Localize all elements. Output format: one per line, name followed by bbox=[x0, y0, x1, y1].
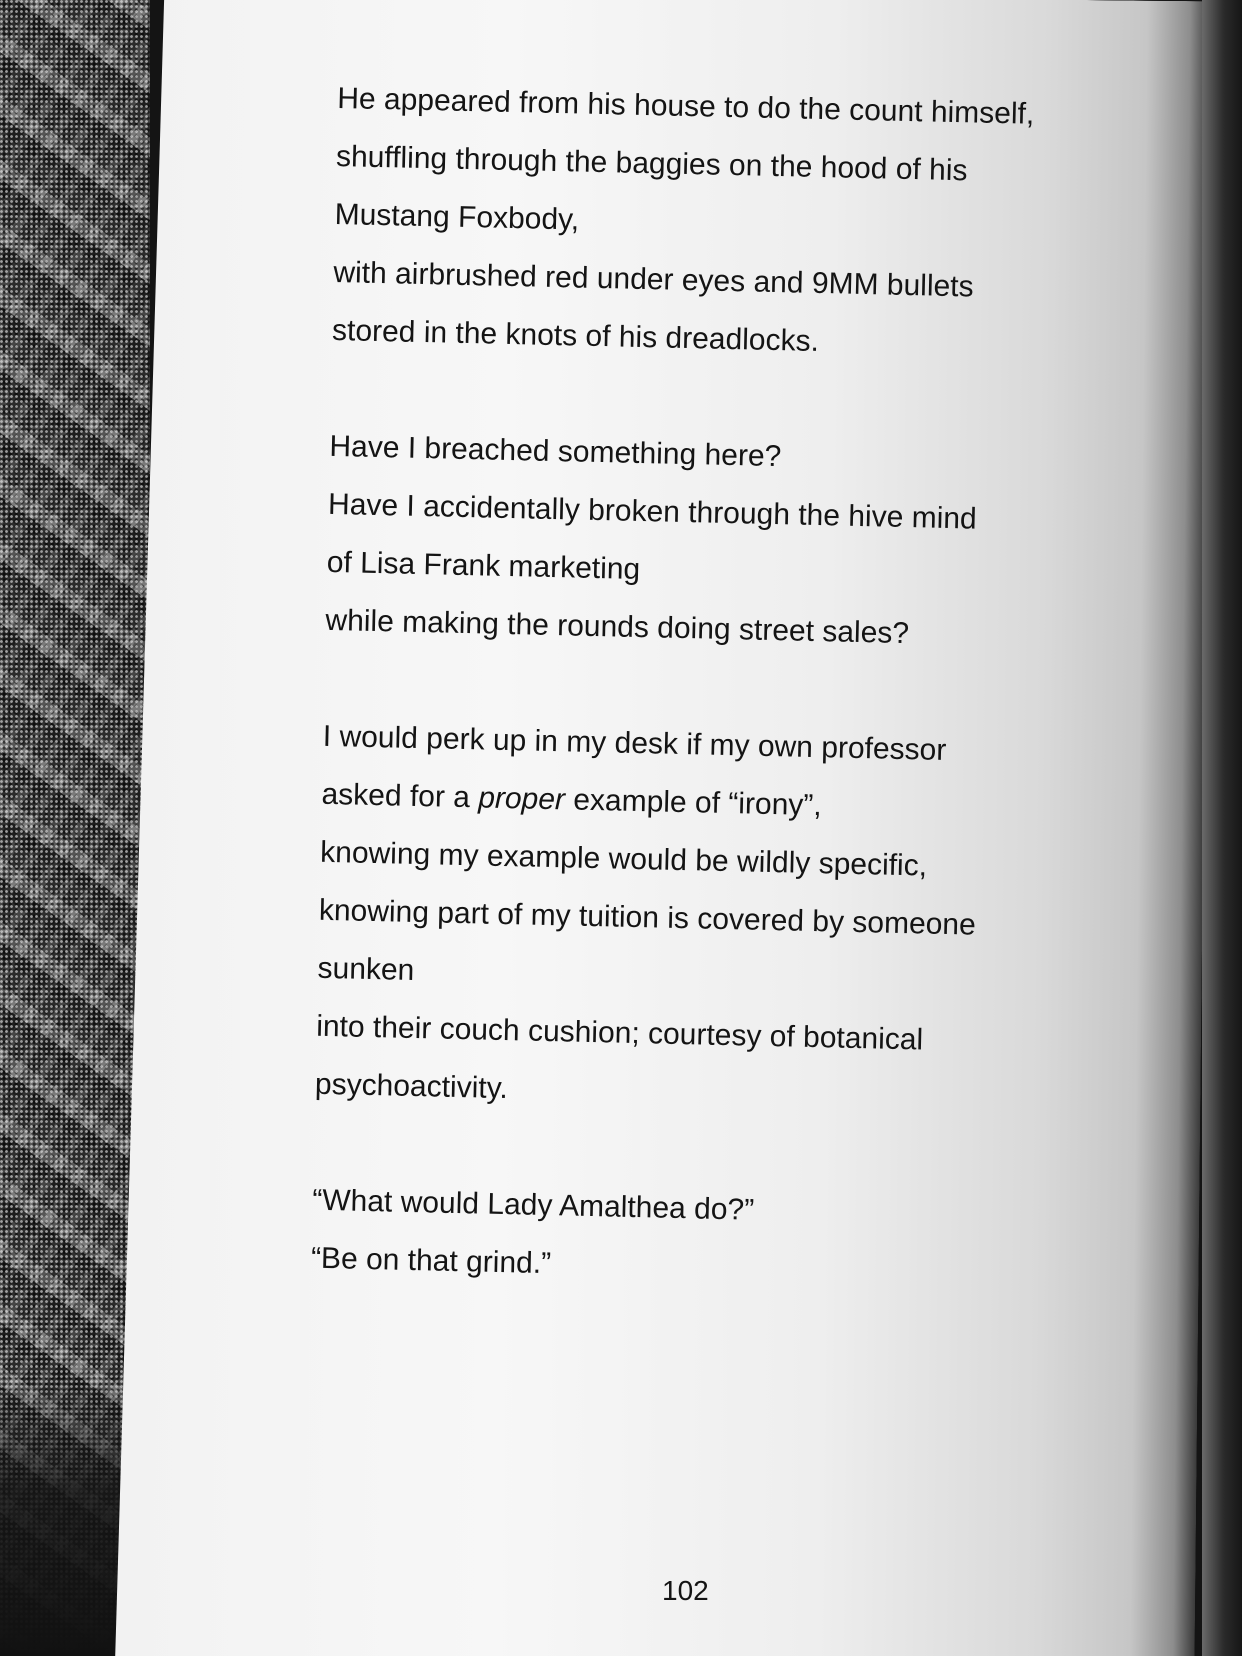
page-edge-shadow bbox=[1202, 0, 1242, 1656]
poem-line: Have I breached something here? bbox=[329, 429, 782, 474]
page-number: 102 bbox=[662, 1575, 709, 1606]
poem-line: into their couch cushion; courtesy of botanical bbox=[315, 1009, 924, 1057]
poem-line-part: asked for a bbox=[321, 777, 479, 815]
poem-line: “Be on that grind.” bbox=[310, 1241, 552, 1281]
poem-line: psychoactivity. bbox=[314, 1067, 509, 1106]
poem-line-part: example of “irony”, bbox=[564, 783, 823, 823]
poem-line: “What would Lady Amalthea do?” bbox=[311, 1183, 755, 1227]
poem-line: Have I accidentally broken through the hive mind bbox=[327, 487, 978, 536]
stanza-2 bbox=[325, 418, 1090, 667]
poem-line: sunken bbox=[317, 951, 415, 987]
stanza-3 bbox=[314, 708, 1083, 1131]
italic-word: proper bbox=[477, 781, 566, 817]
poem-line: knowing part of my tuition is covered by someone bbox=[318, 893, 977, 942]
poem-line: of Lisa Frank marketing bbox=[326, 545, 641, 586]
poem-line: He appeared from his house to do the count himself, bbox=[336, 81, 1035, 131]
poem-text bbox=[310, 70, 1097, 1305]
stanza-4 bbox=[310, 1172, 1072, 1305]
poem-line: shuffling through the baggies on the hood of his bbox=[335, 139, 968, 188]
poem-line: knowing my example would be wildly specific, bbox=[319, 835, 928, 883]
poem-line: with airbrushed red under eyes and 9MM bullets bbox=[333, 255, 974, 304]
poem-line: I would perk up in my desk if my own professor bbox=[322, 719, 947, 767]
poem-line: Mustang Foxbody, bbox=[334, 197, 580, 237]
poem-line: while making the rounds doing street sales? bbox=[325, 603, 910, 651]
stanza-1 bbox=[331, 70, 1097, 377]
poem-line: stored in the knots of his dreadlocks. bbox=[331, 313, 820, 358]
